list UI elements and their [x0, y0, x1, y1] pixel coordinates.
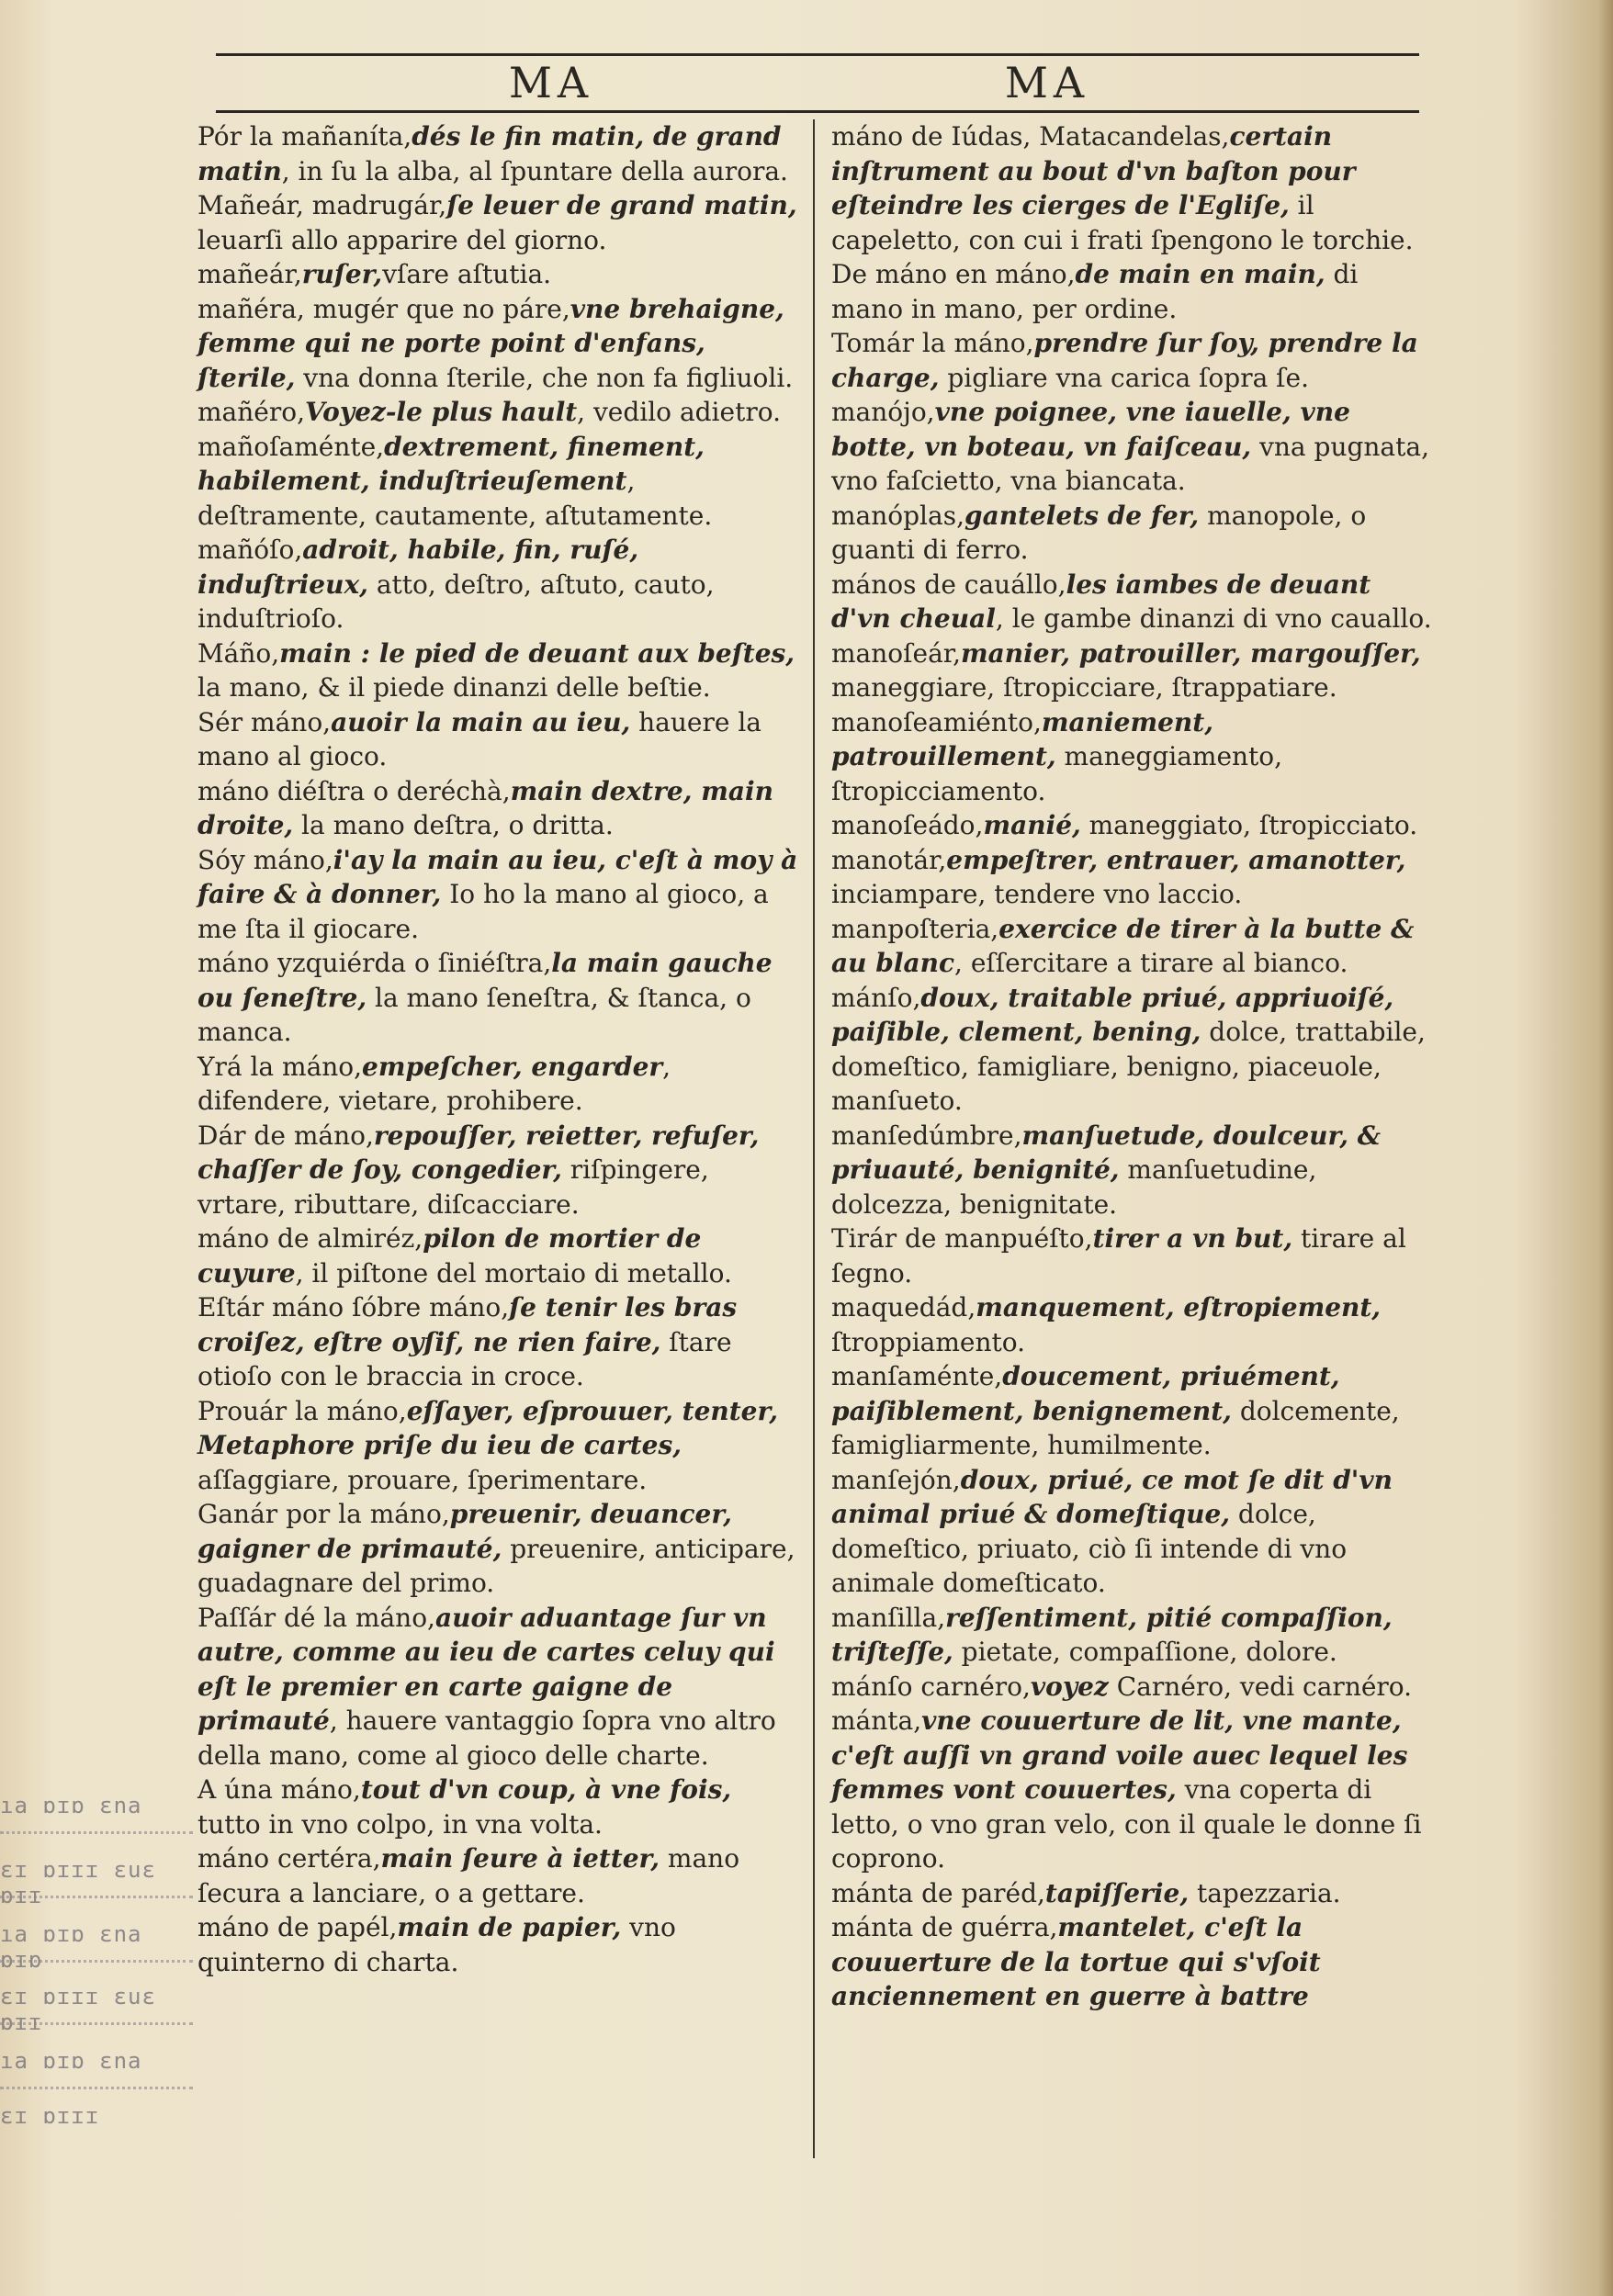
entry-italian-gloss: il capeletto, con cui i frati ſpengono le torchie.: [831, 190, 1414, 255]
entry-french-gloss: vne poignee, vne iauelle, vne botte, vn boteau, vn faiſceau,: [831, 397, 1350, 462]
entry-french-gloss: dextrement, finement, habilement, induſtrieuſement: [197, 431, 705, 496]
entry-french-gloss: maniement, patrouillement,: [831, 706, 1213, 771]
bleed-through-text: ɛɪ ɒɪɪɪ: [0, 2103, 100, 2129]
entry-french-gloss: repouſſer, reietter, refuſer, chaſſer de ſoy, congedier,: [197, 1120, 760, 1185]
dictionary-entry: [197, 430, 799, 534]
bleed-through-dots: [0, 2087, 193, 2091]
entry-headword: máno de Iúdas, Matacandelas,: [831, 121, 1230, 152]
entry-headword: Tomár la máno,: [831, 328, 1034, 358]
entry-headword: manſejón,: [831, 1464, 961, 1495]
entry-headword: Pór la mañaníta,: [197, 121, 412, 152]
entry-french-gloss: manquement, eſtropiement,: [976, 1292, 1382, 1322]
entry-french-gloss: tirer a vn but,: [1092, 1223, 1293, 1254]
dictionary-entry: [831, 705, 1433, 809]
entry-french-gloss: les iambes de deuant d'vn cheual: [831, 568, 1371, 634]
entry-french-gloss: i'ay la main au ieu, c'eſt à moy à faire & à donner,: [197, 844, 798, 909]
dictionary-entry: [831, 257, 1433, 326]
entry-headword: manſilla,: [831, 1602, 946, 1633]
entry-headword: maquedád,: [831, 1292, 976, 1322]
entry-headword: máno diéſtra o deréchà,: [197, 775, 511, 806]
dictionary-entry: [831, 636, 1433, 705]
entry-italian-gloss: , difendere, vietare, prohibere.: [197, 1051, 671, 1116]
entry-headword: Máño,: [197, 637, 280, 669]
entry-headword: Sóy máno,: [197, 844, 333, 875]
entry-headword: mánta de guérra,: [831, 1912, 1058, 1942]
dictionary-entry: [197, 705, 799, 774]
entry-italian-gloss: maneggiare, ſtropicciare, ſtrappatiare.: [831, 672, 1337, 703]
entry-headword: manoſeamiénto,: [831, 706, 1042, 737]
entry-french-gloss: gantelets de fer,: [964, 500, 1200, 531]
entry-headword: mañóſo,: [197, 535, 303, 565]
entry-headword: mañéra, mugér que no páre,: [197, 293, 570, 324]
entry-headword: mánta de paréd,: [831, 1877, 1045, 1908]
entry-french-gloss: vne couuerture de lit, vne mante, c'eſt auſſi vn grand voile auec lequel les femmes vont couuertes,: [831, 1705, 1408, 1805]
dictionary-entry: [197, 636, 799, 705]
right-column: [831, 119, 1433, 2014]
entry-french-gloss: auoir aduantage ſur vn autre, comme au ieu de cartes celuy qui eſt le premier en carte gaigne de primauté: [197, 1602, 775, 1736]
column-divider: [813, 119, 815, 2158]
entry-italian-gloss: pigliare vna carica ſopra ſe.: [939, 362, 1310, 393]
dictionary-entry: [197, 774, 799, 843]
dictionary-entry: [831, 395, 1433, 499]
running-head-right: MA: [1004, 58, 1090, 107]
entry-italian-gloss: mano ſecura a lanciare, o a gettare.: [197, 1843, 740, 1908]
entry-french-gloss: tapiſſerie,: [1044, 1877, 1190, 1908]
entry-italian-gloss: la mano deſtra, o dritta.: [293, 810, 614, 840]
entry-italian-gloss: vna donna ſterile, che non fa figliuoli.: [295, 362, 794, 393]
dictionary-entry: [197, 843, 799, 947]
entry-italian-gloss: , il piſtone del mortaio di metallo.: [295, 1257, 732, 1289]
left-column: [197, 119, 799, 1979]
entry-italian-gloss: tirare al ſegno.: [831, 1223, 1406, 1289]
entry-italian-gloss: atto, deſtro, aſtuto, cauto, induſtrioſo.: [197, 568, 715, 634]
entry-french-gloss: exercice de tirer à la butte & au blanc: [831, 913, 1415, 978]
header-rule-top: [216, 53, 1419, 56]
entry-headword: manotár,: [831, 844, 947, 875]
dictionary-entry: [197, 1841, 799, 1910]
entry-headword: Dár de máno,: [197, 1120, 374, 1151]
entry-italian-gloss: di mano in mano, per ordine.: [831, 259, 1359, 324]
dictionary-entry: [831, 1119, 1433, 1222]
bleed-through-text: ıa ɒɪɒ ɛna: [0, 1793, 142, 1818]
entry-french-gloss: empeſtrer, entrauer, amanotter,: [946, 844, 1406, 875]
dictionary-entry: [831, 981, 1433, 1119]
dictionary-entry: [831, 808, 1433, 843]
entry-italian-gloss: maneggiamento, ſtropicciamento.: [831, 741, 1283, 806]
entry-italian-gloss: , vedilo adietro.: [577, 397, 781, 427]
dictionary-entry: [197, 1910, 799, 1979]
dictionary-entry: [197, 1497, 799, 1601]
dictionary-entry: [831, 568, 1433, 636]
dictionary-entry: [197, 1221, 799, 1290]
dictionary-entry: [197, 292, 799, 396]
dictionary-entry: [831, 1670, 1433, 1705]
dictionary-entry: [197, 1290, 799, 1394]
entry-french-gloss: doucement, priuément, paiſiblement, benignement,: [831, 1361, 1340, 1426]
entry-french-gloss: adroit, habile, fin, ruſé, induſtrieux,: [197, 535, 639, 600]
dictionary-entry: [831, 843, 1433, 912]
entry-french-gloss: preuenir, deuancer, gaigner de primauté,: [197, 1499, 732, 1564]
entry-french-gloss: manſuetude, doulceur, & priuauté, benignité,: [831, 1120, 1381, 1185]
dictionary-entry: [197, 257, 799, 292]
entry-headword: A úna máno,: [197, 1774, 361, 1805]
entry-italian-gloss: la mano, & il piede dinanzi delle beſtie.: [197, 672, 711, 703]
entry-french-gloss: auoir la main au ieu,: [331, 706, 631, 737]
entry-italian-gloss: , deſtramente, cautamente, aſtutamente.: [197, 466, 713, 531]
entry-italian-gloss: , in ſu la alba, al ſpuntare della aurora.: [281, 155, 788, 186]
entry-headword: mánta,: [831, 1705, 922, 1736]
dictionary-entry: [831, 326, 1433, 395]
entry-headword: De máno en máno,: [831, 259, 1076, 289]
entry-headword: máno de almiréz,: [197, 1223, 423, 1254]
running-head-left: MA: [508, 58, 594, 107]
entry-italian-gloss: dolcemente, famigliarmente, humilmente.: [831, 1395, 1400, 1460]
dictionary-entry: [831, 1876, 1433, 1911]
dictionary-entry: [831, 912, 1433, 981]
dictionary-entry: [197, 1394, 799, 1498]
entry-french-gloss: manier, patrouiller, margouſſer,: [960, 637, 1421, 669]
entry-french-gloss: certain inſtrument au bout d'vn baſton pour eſteindre les cierges de l'Egliſe,: [831, 121, 1356, 220]
entry-headword: mañéro,: [197, 397, 305, 427]
dictionary-entry: [831, 1221, 1433, 1290]
entry-italian-gloss: preuenire, anticipare, guadagnare del primo.: [197, 1533, 795, 1598]
entry-italian-gloss: , le gambe dinanzi di vno cauallo.: [995, 603, 1432, 634]
entry-headword: mánſo,: [831, 982, 921, 1013]
entry-italian-gloss: vna pugnata, vno faſcietto, vna biancata.: [831, 431, 1429, 496]
entry-headword: Tirár de manpuéſto,: [831, 1223, 1093, 1254]
entry-french-gloss: prendre ſur ſoy, prendre la charge,: [831, 328, 1418, 393]
entry-headword: manóplas,: [831, 500, 964, 531]
dictionary-entry: [831, 119, 1433, 257]
entry-italian-gloss: aſſaggiare, prouare, ſperimentare.: [197, 1464, 648, 1495]
entry-french-gloss: eſſayer, eſprouuer, tenter, Metaphore priſe du ieu de cartes,: [197, 1395, 778, 1460]
entry-french-gloss: Voyez-le plus hault: [305, 397, 578, 427]
entry-italian-gloss: vſare aſtutia.: [382, 259, 552, 289]
dictionary-entry: [197, 119, 799, 188]
entry-italian-gloss: riſpingere, vrtare, ributtare, diſcacciare.: [197, 1154, 709, 1220]
bleed-through-dots: [0, 1831, 193, 1836]
dictionary-entry: [197, 188, 799, 257]
entry-headword: Sér máno,: [197, 706, 332, 737]
entry-french-gloss: de main en main,: [1075, 259, 1325, 289]
dictionary-entry: [197, 946, 799, 1050]
bleed-through-text: ɛɪ ɒɪɪɪ ɛuɛ ɒɪɪ: [0, 1857, 156, 1908]
dictionary-entry: [197, 1773, 799, 1841]
entry-french-gloss: mantelet, c'eſt la couuerture de la tortue qui s'vſoit anciennement en guerre à battre: [831, 1912, 1321, 2011]
entry-headword: Eſtár máno ſóbre máno,: [197, 1292, 510, 1322]
header-rule-bottom: [216, 110, 1419, 113]
dictionary-entry: [831, 1601, 1433, 1670]
entry-french-gloss: ſe leuer de grand matin,: [446, 190, 797, 220]
entry-headword: Prouár la máno,: [197, 1395, 407, 1426]
entry-french-gloss: vne brehaigne, femme qui ne porte point d'enfans, ſterile,: [197, 293, 784, 393]
bleed-through-dots: [0, 2022, 193, 2027]
entry-headword: máno yzquiérda o ſiniéſtra,: [197, 948, 552, 978]
dictionary-entry: [197, 1050, 799, 1119]
entry-french-gloss: voyez: [1030, 1671, 1109, 1702]
bleed-through-text: ıa ɒɪɒ ɛna ɒɪɒ: [0, 1921, 142, 1973]
entry-italian-gloss: vno quinterno di charta.: [197, 1912, 676, 1977]
entry-french-gloss: main de papier,: [397, 1912, 622, 1942]
entry-headword: manpoſteria,: [831, 913, 999, 944]
entry-french-gloss: dés le fin matin, de grand matin: [197, 121, 782, 186]
entry-italian-gloss: leuarſi allo apparire del giorno.: [197, 224, 607, 255]
entry-italian-gloss: ſtare otioſo con le braccia in croce.: [197, 1326, 732, 1391]
entry-headword: Yrá la máno,: [197, 1051, 363, 1082]
entry-headword: mánſo carnéro,: [831, 1671, 1031, 1702]
dictionary-entry: [197, 395, 799, 430]
entry-italian-gloss: pietate, compaſſione, dolore.: [953, 1637, 1337, 1667]
entry-french-gloss: manié,: [983, 810, 1081, 840]
entry-french-gloss: pilon de mortier de cuyure: [197, 1223, 702, 1289]
entry-french-gloss: tout d'vn coup, à vne fois,: [360, 1774, 732, 1805]
entry-headword: máno de papél,: [197, 1912, 398, 1942]
dictionary-entry: [831, 1359, 1433, 1463]
dictionary-entry: [197, 1119, 799, 1222]
entry-french-gloss: reſſentiment, pitié compaſſion, triſteſſe,: [831, 1602, 1393, 1667]
entry-headword: Ganár por la máno,: [197, 1499, 450, 1529]
entry-italian-gloss: vna coperta di letto, o vno gran velo, con il quale le donne ſi coprono.: [831, 1774, 1422, 1874]
bleed-through-dots: [0, 1960, 193, 1964]
entry-french-gloss: doux, priué, ce mot ſe dit d'vn animal priué & domeſtique,: [831, 1464, 1393, 1529]
dictionary-entry: [831, 1463, 1433, 1601]
entry-italian-gloss: , eſſercitare a tirare al bianco.: [954, 948, 1348, 978]
entry-french-gloss: ſe tenir les bras croiſez, eſtre oyſif, ne rien faire,: [197, 1292, 738, 1357]
entry-headword: manſaménte,: [831, 1361, 1003, 1391]
entry-headword: manoſeádo,: [831, 810, 984, 840]
entry-italian-gloss: manopole, o guanti di ferro.: [831, 500, 1367, 565]
entry-headword: manoſeár,: [831, 637, 961, 669]
dictionary-entry: [197, 1601, 799, 1773]
dictionary-entry: [831, 1910, 1433, 2014]
entry-italian-gloss: hauere la mano al gioco.: [197, 706, 761, 771]
entry-italian-gloss: Io ho la mano al gioco, a me ſta il giocare.: [197, 879, 769, 944]
entry-italian-gloss: Carnéro, vedi carnéro.: [1108, 1671, 1413, 1702]
entry-italian-gloss: tutto in vno colpo, in vna volta.: [197, 1808, 603, 1840]
entry-french-gloss: ruſer,: [301, 259, 383, 289]
entry-headword: mañeár,: [197, 259, 302, 289]
entry-italian-gloss: , hauere vantaggio ſopra vno altro della mano, come al gioco delle charte.: [197, 1705, 776, 1771]
entry-italian-gloss: manſuetudine, dolcezza, benignitate.: [831, 1154, 1317, 1220]
bleed-through-text: ıa ɒɪɒ ɛna: [0, 2048, 142, 2074]
entry-french-gloss: doux, traitable priué, appriuoiſé, paiſible, clement, bening,: [831, 982, 1394, 1047]
entry-french-gloss: main ſeure à ietter,: [380, 1843, 660, 1874]
entry-french-gloss: empeſcher, engarder: [362, 1051, 663, 1082]
entry-headword: Paſſár dé la máno,: [197, 1602, 435, 1633]
entry-french-gloss: main dextre, main droite,: [197, 775, 773, 840]
bleed-through-text: ɛɪ ɒɪɪɪ ɛuɛ ɒɪɪ: [0, 1984, 156, 2035]
entry-italian-gloss: maneggiato, ſtropicciato.: [1080, 810, 1418, 840]
entry-headword: manójo,: [831, 397, 935, 427]
entry-headword: manſedúmbre,: [831, 1120, 1022, 1151]
entry-french-gloss: main : le pied de deuant aux beſtes,: [279, 637, 795, 669]
entry-italian-gloss: tapezzaria.: [1189, 1877, 1341, 1908]
dictionary-entry: [831, 1704, 1433, 1876]
entry-italian-gloss: inciampare, tendere vno laccio.: [831, 879, 1243, 909]
dictionary-entry: [197, 533, 799, 636]
bleed-through-dots: [0, 1896, 193, 1900]
entry-headword: Mañeár, madrugár,: [197, 190, 447, 220]
entry-italian-gloss: dolce, trattabile, domeſtico, famigliare, benigno, piaceuole, manſueto.: [831, 1017, 1426, 1116]
entry-italian-gloss: ſtroppiamento.: [831, 1326, 1026, 1357]
entry-headword: máno certéra,: [197, 1843, 381, 1874]
entry-italian-gloss: dolce, domeſtico, priuato, ciò ſi intende di vno animale domeſticato.: [831, 1499, 1348, 1598]
entry-headword: mañoſaménte,: [197, 431, 385, 462]
entry-italian-gloss: la mano ſeneſtra, & ſtanca, o manca.: [197, 982, 751, 1047]
dictionary-entry: [831, 1290, 1433, 1359]
entry-headword: mános de cauállo,: [831, 568, 1066, 600]
entry-french-gloss: la main gauche ou ſeneſtre,: [197, 948, 773, 1013]
dictionary-entry: [831, 499, 1433, 568]
